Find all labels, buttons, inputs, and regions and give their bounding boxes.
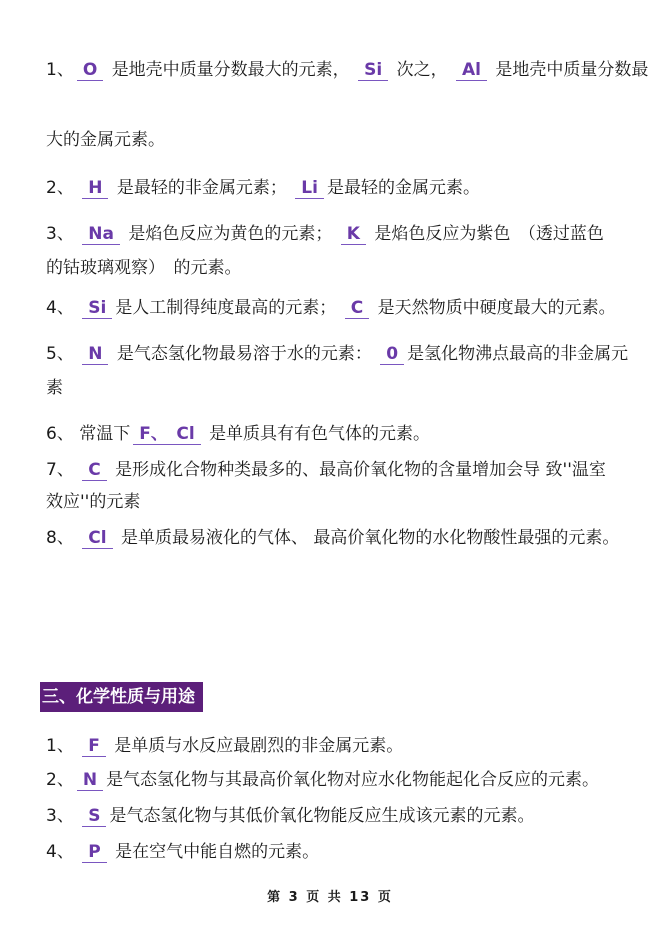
answer-blank: C: [345, 298, 369, 319]
item-number: 2、: [46, 178, 74, 198]
answer-blank: O: [77, 60, 103, 81]
item-number: 4、: [46, 842, 74, 862]
item-b-3: [46, 804, 534, 828]
item-text: 是在空气中能自燃的元素。: [115, 842, 320, 862]
answer-blank: C: [82, 460, 106, 481]
section-title: 三、化学性质与用途: [40, 682, 203, 712]
answer-blank: Li: [295, 178, 324, 199]
item-number: 6、: [46, 424, 74, 444]
item-number: 7、: [46, 460, 74, 480]
item-text: 次之，: [396, 60, 448, 80]
item-text: 效应''的元素: [46, 492, 141, 512]
item-number: 8、: [46, 528, 74, 548]
item-text: 素: [46, 378, 63, 398]
item-7: [46, 458, 606, 482]
item-text: 是单质具有有色气体的元素。: [209, 424, 431, 444]
answer-blank: N: [82, 344, 108, 365]
answer-blank: N: [77, 770, 103, 791]
item-text: 是气态氢化物与其最高价氧化物对应水化物能起化合反应的元素。: [106, 770, 600, 790]
item-3-cont: [46, 256, 242, 280]
item-text: 是地壳中质量分数最: [495, 60, 649, 80]
item-1: [46, 58, 648, 82]
item-text: 是形成化合物种类最多的、最高价氧化物的含量增加会导 致''温室: [115, 460, 606, 480]
item-text: 是单质最易液化的气体、 最高价氧化物的水化物酸性最强的元素。: [120, 528, 620, 548]
item-text: 的钴玻璃观察） 的元素。: [46, 258, 242, 278]
answer-blank: Si: [358, 60, 388, 81]
item-text: 是天然物质中硬度最大的元素。: [377, 298, 616, 318]
item-2: [46, 176, 480, 200]
item-number: 1、: [46, 736, 74, 756]
answer-blank: F: [82, 736, 106, 757]
item-3: [46, 222, 604, 246]
answer-blank: H: [82, 178, 108, 199]
item-1-cont: [46, 128, 165, 152]
answer-blank: Al: [456, 60, 487, 81]
item-4: [46, 296, 616, 320]
item-5: [46, 342, 628, 366]
item-b-1: [46, 734, 403, 758]
item-text: 是人工制得纯度最高的元素；: [115, 298, 337, 318]
answer-blank: Si: [82, 298, 112, 319]
answer-blank: Na: [82, 224, 120, 245]
answer-blank: K: [341, 224, 366, 245]
item-text: 是单质与水反应最剧烈的非金属元素。: [114, 736, 404, 756]
item-text: 大的金属元素。: [46, 130, 165, 150]
item-6: [46, 422, 430, 446]
answer-blank: P: [82, 842, 106, 863]
answer-blank: F、 Cl: [133, 424, 200, 445]
item-text: 是氢化物沸点最高的非金属元: [407, 344, 629, 364]
item-5-cont: [46, 376, 63, 400]
item-text: 是气态氢化物最易溶于水的元素：: [116, 344, 372, 364]
item-number: 4、: [46, 298, 74, 318]
answer-blank: 0: [380, 344, 404, 365]
answer-blank: Cl: [82, 528, 112, 549]
item-number: 1、: [46, 60, 74, 80]
item-number: 3、: [46, 806, 74, 826]
item-number: 3、: [46, 224, 74, 244]
item-text: 是最轻的非金属元素；: [116, 178, 287, 198]
item-number: 5、: [46, 344, 74, 364]
item-text: 是气态氢化物与其低价氧化物能反应生成该元素的元素。: [109, 806, 535, 826]
item-number: 2、: [46, 770, 74, 790]
item-8: [46, 526, 619, 550]
item-text: 是地壳中质量分数最大的元素，: [111, 60, 350, 80]
item-b-4: [46, 840, 319, 864]
item-text: 常温下: [79, 424, 131, 444]
item-7-cont: [46, 490, 140, 514]
item-b-2: [46, 768, 599, 792]
item-text: 是焰色反应为紫色 （透过蓝色: [374, 224, 604, 244]
item-text: 是焰色反应为黄色的元素；: [128, 224, 333, 244]
answer-blank: S: [82, 806, 106, 827]
page-footer: 第 3 页 共 13 页: [267, 890, 393, 905]
item-text: 是最轻的金属元素。: [326, 178, 480, 198]
